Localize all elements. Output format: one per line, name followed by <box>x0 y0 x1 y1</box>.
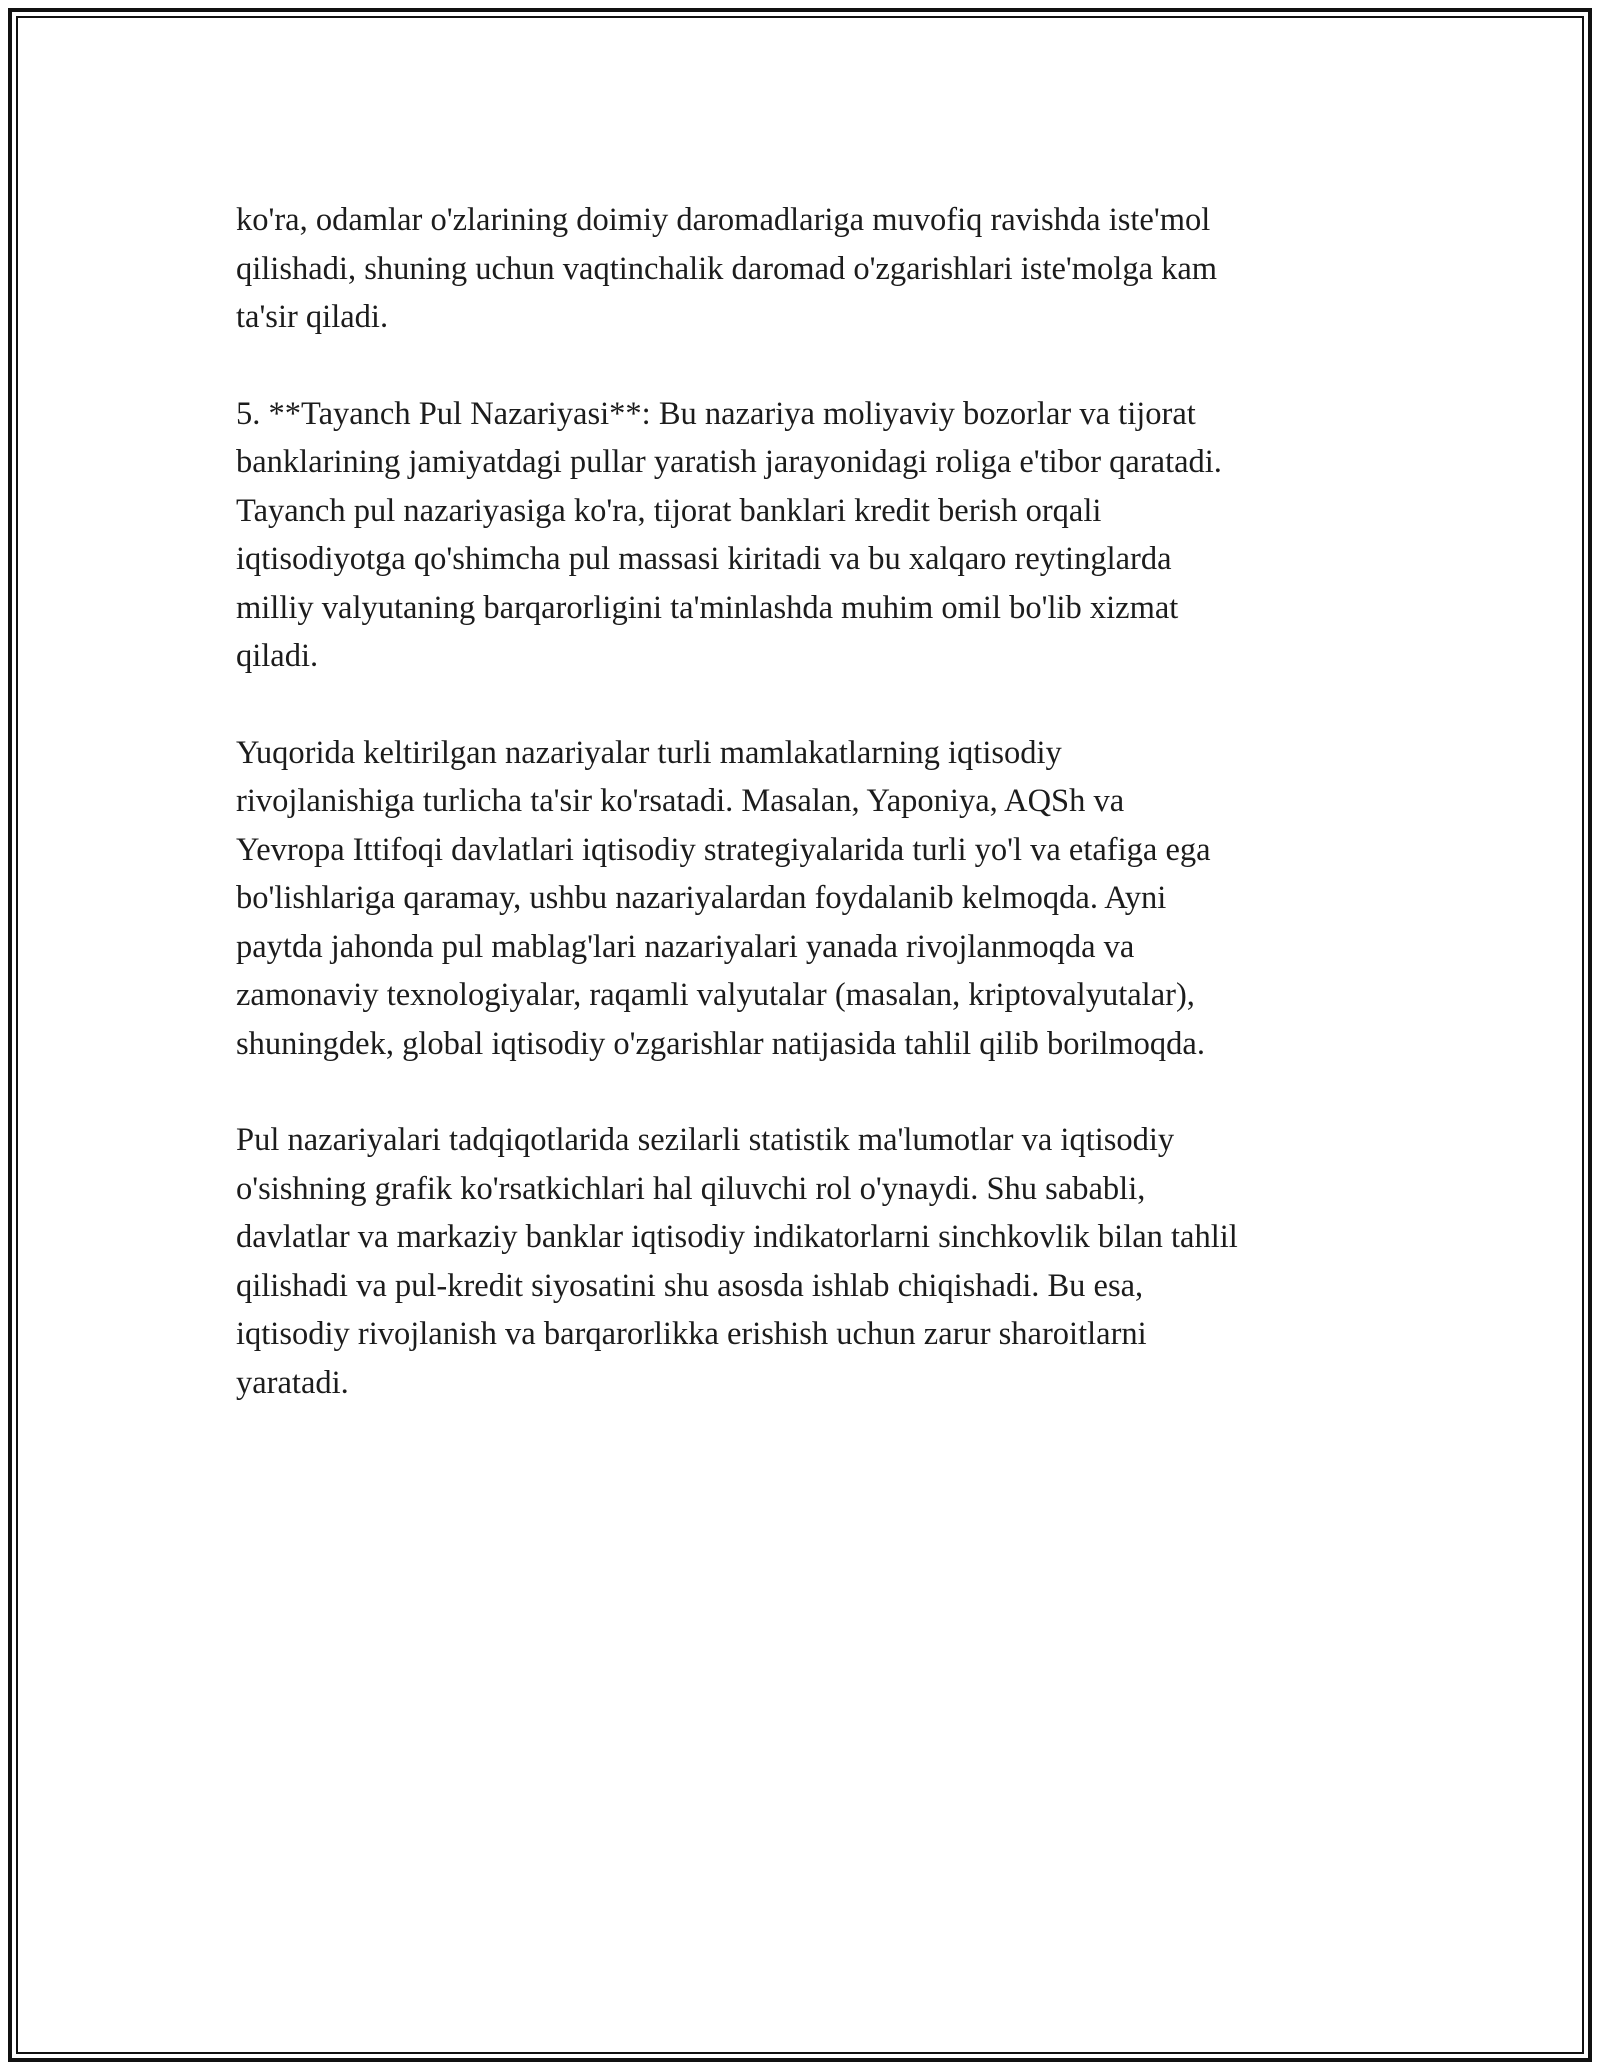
text-line: zamonaviy texnologiyalar, raqamli valyutalar (masalan, kriptovalyutalar), <box>236 977 1195 1013</box>
text-line: Tayanch pul nazariyasiga ko'ra, tijorat banklari kredit berish orqali <box>236 492 1102 529</box>
paragraph-consumption-continuation <box>236 196 1396 342</box>
text-line: o'sishning grafik ko'rsatkichlari hal qiluvchi rol o'ynaydi. Shu sababli, <box>236 1170 1146 1207</box>
text-line: shuningdek, global iqtisodiy o'zgarishlar natijasida tahlil qilib borilmoqda. <box>236 1025 1205 1062</box>
text-line: ko'ra, odamlar o'zlarining doimiy daromadlariga muvofiq ravishda iste'mol <box>236 202 1211 238</box>
text-line: iqtisodiy rivojlanish va barqarorlikka erishish uchun zarur sharoitlarni <box>236 1316 1147 1352</box>
document-body <box>236 196 1396 1455</box>
text-line: qilishadi, shuning uchun vaqtinchalik daromad o'zgarishlari iste'molga kam <box>236 250 1218 287</box>
text-line: bo'lishlariga qaramay, ushbu nazariyalardan foydalanib kelmoqda. Ayni <box>236 880 1167 916</box>
text-line: Pul nazariyalari tadqiqotlarida sezilarli statistik ma'lumotlar va iqtisodiy <box>236 1122 1175 1158</box>
text-line: qilishadi va pul-kredit siyosatini shu asosda ishlab chiqishadi. Bu esa, <box>236 1267 1144 1304</box>
text-line: iqtisodiyotga qo'shimcha pul massasi kiritadi va bu xalqaro reytinglarda <box>236 541 1172 577</box>
document-page <box>8 8 1592 2062</box>
text-line: Yuqorida keltirilgan nazariyalar turli mamlakatlarning iqtisodiy <box>236 734 1062 771</box>
text-line: banklarining jamiyatdagi pullar yaratish jarayonidagi roliga e'tibor qaratadi. <box>236 444 1222 480</box>
text-line: yaratadi. <box>236 1364 349 1401</box>
text-line: qiladi. <box>236 638 319 674</box>
text-line: ta'sir qiladi. <box>236 299 389 335</box>
text-line: Yevropa Ittifoqi davlatlari iqtisodiy strategiyalarida turli yo'l va etafiga ega <box>236 831 1211 868</box>
text-line: paytda jahonda pul mablag'lari nazariyalari yanada rivojlanmoqda va <box>236 928 1135 965</box>
paragraph-base-money-theory <box>236 390 1396 681</box>
text-line: rivojlanishiga turlicha ta'sir ko'rsatadi. Masalan, Yaponiya, AQSh va <box>236 783 1125 819</box>
text-line: 5. **Tayanch Pul Nazariyasi**: Bu nazariya moliyaviy bozorlar va tijorat <box>236 395 1196 432</box>
text-line: davlatlar va markaziy banklar iqtisodiy indikatorlarni sinchkovlik bilan tahlil <box>236 1219 1238 1255</box>
paragraph-statistics-role <box>236 1116 1396 1407</box>
paragraph-theories-impact <box>236 729 1396 1069</box>
text-line: milliy valyutaning barqarorligini ta'minlashda muhim omil bo'lib xizmat <box>236 589 1179 626</box>
